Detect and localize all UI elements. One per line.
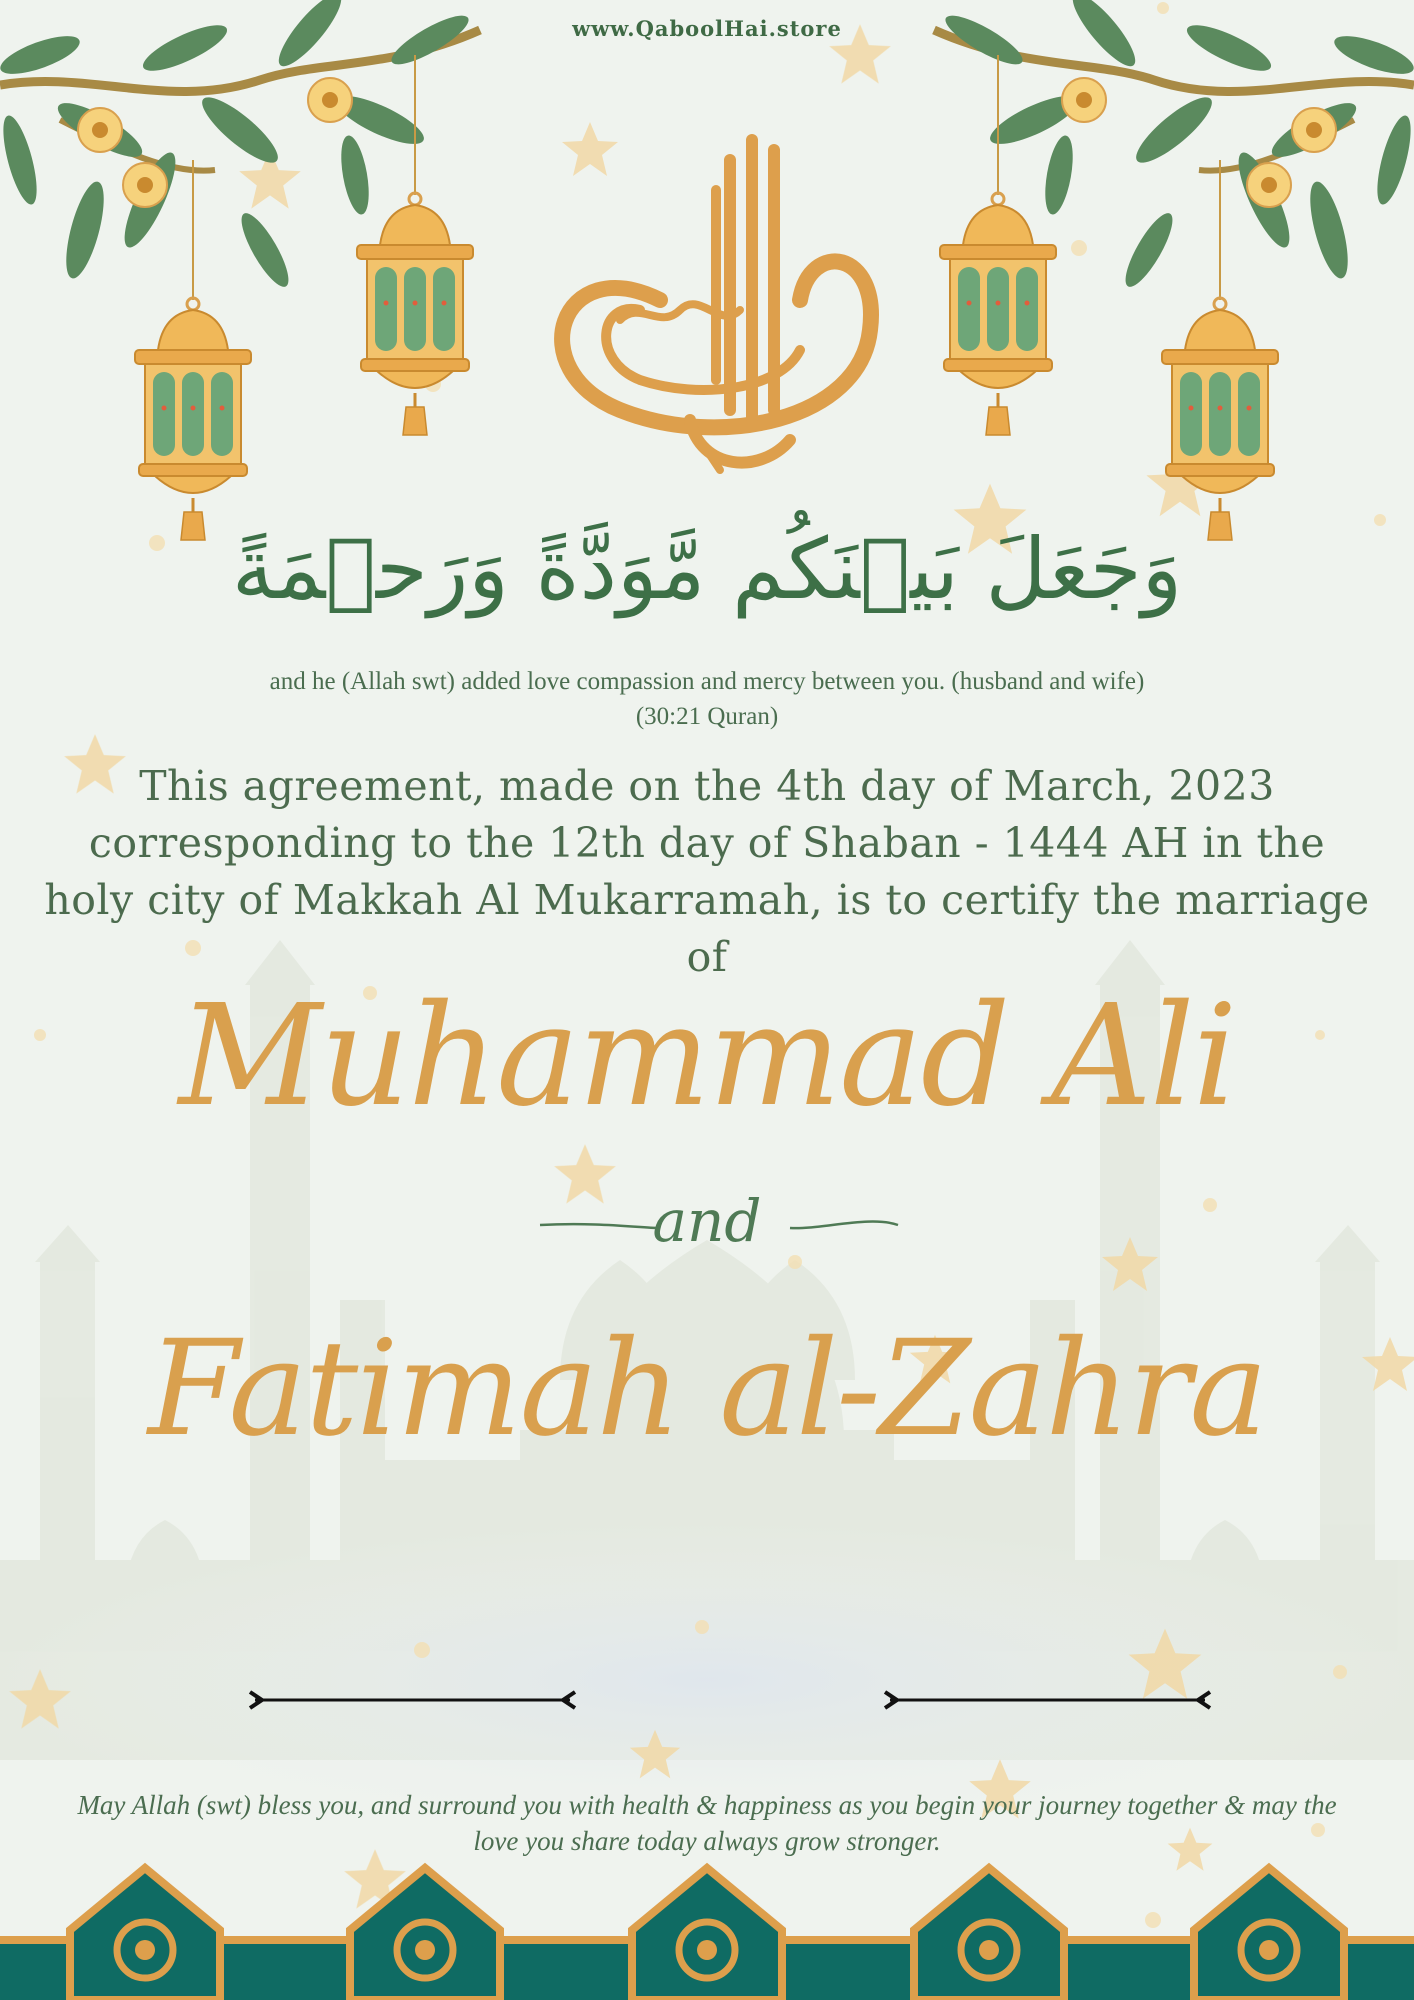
verse-reference: (30:21 Quran) bbox=[635, 703, 779, 730]
connector-and: and bbox=[652, 1187, 762, 1255]
octagon-star-icon bbox=[1194, 1868, 1344, 2000]
octagon-star-icon bbox=[70, 1868, 220, 2000]
bottom-border bbox=[0, 1868, 1414, 2000]
bride-name: Fatimah al-Zahra bbox=[147, 1312, 1267, 1466]
verse-translation-text: and he (Allah swt) added love compassion and mercy between you. (husband and wife) bbox=[269, 668, 1145, 695]
website-url[interactable]: www.QaboolHai.store bbox=[572, 16, 842, 41]
bismillah-calligraphy bbox=[562, 140, 871, 470]
octagon-star-icon bbox=[632, 1868, 782, 2000]
verse-translation bbox=[0, 664, 1414, 734]
quran-verse-arabic: وَجَعَلَ بَيۡنَكُم مَّوَدَّةً وَرَحۡمَةً bbox=[231, 520, 1183, 618]
agreement-text: This agreement, made on the 4th day of March, 2023 corresponding to the 12th day of Shaban - 1444 AH in the holy city of Makkah Al Mukarramah, is to certify the marriage of bbox=[44, 762, 1370, 981]
blessing-text: May Allah (swt) bless you, and surround you with health & happiness as you begin your journey together & may the love you share today always grow stronger. bbox=[77, 1790, 1337, 1856]
lantern-icon bbox=[135, 55, 1278, 540]
groom-name: Muhammad Ali bbox=[178, 975, 1236, 1138]
octagon-star-icon bbox=[914, 1868, 1064, 2000]
